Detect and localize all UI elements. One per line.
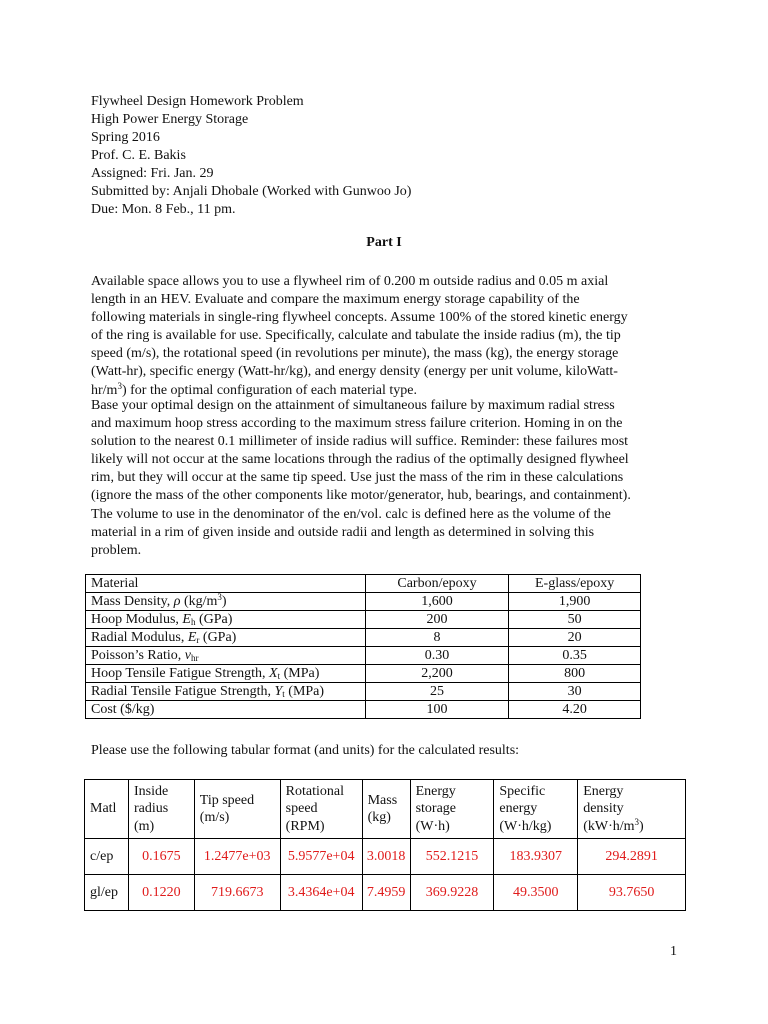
unit-text: ) [639, 818, 644, 834]
text-line: material in a rim of given inside and outside radii and length as determined in solving this [91, 524, 595, 540]
property-label [86, 629, 366, 647]
rotational-speed-value: 5.9577e+04 [280, 839, 362, 875]
text-line: problem. [91, 542, 142, 558]
symbol: X [269, 665, 278, 681]
text-line: (Watt-hr), specific energy (Watt-hr/kg), and energy density (energy per unit volume, kiloWatt- [91, 364, 618, 380]
eglass-epoxy-value: 800 [509, 665, 641, 683]
property-label [86, 593, 366, 611]
energy-density-value: 294.2891 [578, 839, 686, 875]
text-line: Available space allows you to use a flywheel rim of 0.200 m outside radius and 0.05 m axial [91, 274, 609, 289]
header-line [583, 816, 644, 834]
energy-storage-value: 552.1215 [410, 839, 494, 875]
label-text: Cost ($/kg) [91, 701, 155, 717]
eglass-epoxy-value: 50 [509, 611, 641, 629]
header-mass [362, 780, 410, 839]
label-text: Hoop Modulus, [91, 611, 183, 627]
subscript: h [190, 616, 196, 627]
part-title: Part I [366, 235, 402, 250]
subscript: r [196, 634, 200, 645]
inside-radius-value: 0.1220 [128, 875, 194, 911]
header-course-title: Flywheel Design Homework Problem [91, 94, 304, 109]
inside-radius-value: 0.1675 [128, 839, 194, 875]
header-line: (kg) [367, 810, 391, 825]
header-cell-material: Material [86, 575, 366, 593]
energy-density-value: 93.7650 [578, 875, 686, 911]
table-row [86, 611, 641, 629]
text-line: Base your optimal design on the attainment of simultaneous failure by maximum radial stress [91, 398, 615, 413]
superscript: 3 [217, 591, 222, 602]
table-row [86, 629, 641, 647]
label-text: Mass Density, [91, 593, 174, 609]
header-line: (m/s) [199, 810, 230, 825]
property-label [86, 665, 366, 683]
carbon-epoxy-value: 8 [365, 629, 509, 647]
header-line: Specific [499, 783, 546, 799]
document-header [91, 93, 411, 219]
unit-text: (kg/m [180, 593, 218, 609]
material-label: c/ep [85, 839, 129, 875]
unit-text: (GPa) [195, 611, 233, 627]
rotational-speed-value: 3.4364e+04 [280, 875, 362, 911]
mass-value: 7.4959 [362, 875, 410, 911]
mass-value: 3.0018 [362, 839, 410, 875]
header-line: density [583, 801, 624, 817]
eglass-epoxy-value: 20 [509, 629, 641, 647]
symbol: E [182, 611, 191, 627]
header-line: (RPM) [285, 818, 325, 834]
label-text: Poisson’s Ratio, [91, 647, 185, 663]
carbon-epoxy-value: 25 [365, 683, 509, 701]
header-submitted-by: Submitted by: Anjali Dhobale (Worked with Gunwoo Jo) [91, 184, 412, 199]
text-line: rim, but they will occur at the same tip speed. Use just the mass of the rim in these calculations [91, 470, 624, 486]
text-line: (ignore the mass of the other components like motor/generator, hub, bearings, and containment). [91, 488, 631, 504]
results-header-row [85, 780, 686, 839]
table-row [86, 665, 641, 683]
text-line: following materials in single-ring flywheel concepts. Assume 100% of the stored kinetic energy [91, 310, 628, 326]
text-line: likely will not occur at the same locations through the radius of the optimally designed flywheel [91, 452, 629, 468]
table-row [86, 701, 641, 719]
text-line: solution to the nearest 0.1 millimeter of inside radius will suffice. Reminder: these failures most [91, 434, 629, 450]
table-header-row [86, 575, 641, 593]
header-professor: Prof. C. E. Bakis [91, 148, 186, 163]
header-line: Energy [415, 783, 456, 799]
symbol: ν [184, 647, 191, 663]
header-line: (W·h) [415, 818, 450, 834]
text-fragment: ) for the optimal configuration of each material type. [121, 382, 418, 398]
header-matl: Matl [85, 780, 129, 839]
eglass-epoxy-value: 4.20 [509, 701, 641, 719]
header-energy-density [578, 780, 686, 839]
label-text: Hoop Tensile Fatigue Strength, [91, 665, 270, 681]
symbol: ρ [173, 593, 181, 609]
superscript: 3 [634, 816, 640, 827]
text-line: The volume to use in the denominator of the en/vol. calc is defined here as the volume of the [91, 506, 611, 522]
header-line: Energy [583, 783, 624, 799]
specific-energy-value: 183.9307 [494, 839, 578, 875]
table-row [86, 683, 641, 701]
symbol: Y [274, 683, 283, 699]
subscript: hr [190, 652, 199, 663]
label-text: Radial Tensile Fatigue Strength, [91, 683, 275, 699]
eglass-epoxy-value: 0.35 [509, 647, 641, 665]
header-cell-carbon-epoxy: Carbon/epoxy [365, 575, 509, 593]
property-label [86, 701, 366, 719]
header-course-subtitle: High Power Energy Storage [91, 112, 249, 127]
header-tip-speed [194, 780, 280, 839]
header-rotational-speed [280, 780, 362, 839]
text-line: speed (m/s), the rotational speed (in revolutions per minute), the mass (kg), the energy storage [91, 346, 619, 362]
header-line: storage [415, 801, 456, 817]
text-line: and maximum hoop stress according to the maximum stress failure criterion. Homing in on the [91, 416, 623, 432]
property-label [86, 611, 366, 629]
property-label [86, 683, 366, 701]
carbon-epoxy-value: 1,600 [365, 593, 509, 611]
results-row [85, 839, 686, 875]
subscript: t [277, 670, 281, 681]
header-specific-energy [494, 780, 578, 839]
header-line: (m) [133, 818, 155, 834]
results-row [85, 875, 686, 911]
carbon-epoxy-value: 2,200 [365, 665, 509, 683]
header-line: energy [499, 801, 538, 817]
energy-storage-value: 369.9228 [410, 875, 494, 911]
header-cell-eglass-epoxy: E-glass/epoxy [509, 575, 641, 593]
page-number: 1 [670, 944, 677, 959]
unit-text: (MPa) [280, 665, 320, 681]
eglass-epoxy-value: 1,900 [509, 593, 641, 611]
unit-text: (GPa) [199, 629, 237, 645]
subscript: t [282, 688, 285, 699]
text-line: of the ring is available for use. Specifically, calculate and tabulate the inside radius (m), the tip [91, 328, 621, 344]
tip-speed-value: 1.2477e+03 [194, 839, 280, 875]
results-intro-text: Please use the following tabular format (and units) for the calculated results: [91, 743, 520, 758]
header-line: Inside [133, 783, 169, 799]
header-energy-storage [410, 780, 494, 839]
label-text: Radial Modulus, [91, 629, 188, 645]
calculated-results-table [84, 779, 686, 911]
problem-paragraph-2 [91, 397, 651, 560]
unit-text: (MPa) [284, 683, 325, 699]
header-inside-radius [128, 780, 194, 839]
unit-text: ) [221, 593, 227, 609]
carbon-epoxy-value: 200 [365, 611, 509, 629]
specific-energy-value: 49.3500 [494, 875, 578, 911]
property-label [86, 647, 366, 665]
carbon-epoxy-value: 0.30 [365, 647, 509, 665]
unit-text: (kW·h/m [583, 818, 635, 834]
header-line: Rotational [285, 783, 344, 799]
header-line: radius [133, 801, 169, 817]
header-due-date: Due: Mon. 8 Feb., 11 pm. [91, 202, 236, 217]
table-row [86, 647, 641, 665]
header-line: speed [285, 801, 318, 817]
material-label: gl/ep [85, 875, 129, 911]
header-assigned-date: Assigned: Fri. Jan. 29 [91, 166, 214, 181]
material-properties-table [85, 574, 641, 719]
table-row [86, 593, 641, 611]
text-line: length in an HEV. Evaluate and compare the maximum energy storage capability of the [91, 292, 580, 308]
tip-speed-value: 719.6673 [194, 875, 280, 911]
carbon-epoxy-value: 100 [365, 701, 509, 719]
header-line: Tip speed [199, 792, 255, 808]
header-line: Mass [367, 792, 398, 808]
symbol: E [187, 629, 197, 645]
eglass-epoxy-value: 30 [509, 683, 641, 701]
header-semester: Spring 2016 [91, 130, 160, 145]
problem-paragraph-1 [91, 273, 651, 400]
superscript: 3 [117, 380, 122, 391]
header-line: (W·h/kg) [499, 818, 552, 834]
text-fragment: hr/m [91, 382, 118, 398]
